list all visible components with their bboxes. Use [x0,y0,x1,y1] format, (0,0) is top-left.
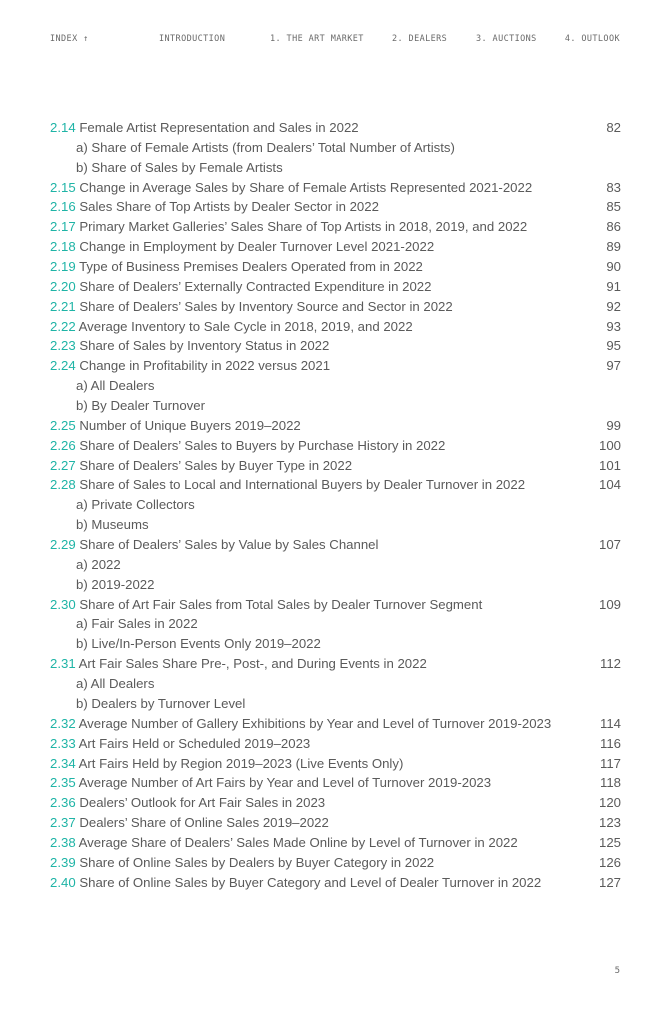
toc-entry-page: 89 [606,239,621,255]
toc-entry-title: Share of Dealers’ Sales by Value by Sales Channel [79,537,379,553]
toc-entry[interactable] [50,297,621,317]
toc-entry-number: 2.18 [50,239,76,255]
toc-entry-page: 97 [606,358,621,374]
toc-entry[interactable] [50,654,621,674]
toc-entry[interactable] [50,317,621,337]
table-of-contents [50,118,621,893]
toc-entry-page: 100 [598,437,621,453]
toc-entry-title: Sales Share of Top Artists by Dealer Sector in 2022 [79,199,379,215]
toc-entry-number: 2.39 [50,854,76,870]
toc-entry-number: 2.14 [50,120,76,135]
toc-entry-title: Share of Dealers’ Sales by Inventory Source and Sector in 2022 [79,298,453,314]
toc-entry[interactable] [50,734,621,754]
toc-entry-page: 117 [599,755,621,771]
toc-entry[interactable] [50,456,621,476]
toc-entry-title: Number of Unique Buyers 2019–2022 [79,417,301,433]
toc-entry-title: Change in Profitability in 2022 versus 2021 [79,358,331,374]
toc-entry-number: 2.29 [50,537,76,553]
toc-entry[interactable] [50,714,621,734]
toc-entry[interactable] [50,237,621,257]
toc-entry-page: 83 [606,179,621,195]
toc-entry-title: Type of Business Premises Dealers Operated from in 2022 [79,259,423,275]
nav-art-market-link[interactable]: 1. THE ART MARKET [270,34,364,44]
toc-entry-page: 123 [598,815,621,831]
toc-entry-title: Share of Dealers’ Externally Contracted Expenditure in 2022 [79,278,432,294]
toc-entry-page: 90 [606,259,621,275]
toc-entry-number: 2.17 [50,219,76,235]
toc-entry-page: 91 [606,278,621,294]
top-navigation [50,34,620,48]
toc-entry[interactable] [50,833,621,853]
toc-entry-number: 2.16 [50,199,76,215]
toc-entry-title: Average Share of Dealers’ Sales Made Online by Level of Turnover in 2022 [78,834,518,850]
toc-entry-title: Average Number of Art Fairs by Year and Level of Turnover 2019-2023 [78,775,492,791]
toc-entry-number: 2.22 [50,318,76,334]
toc-subitem[interactable]: b) By Dealer Turnover [76,398,205,414]
toc-entry-number: 2.23 [50,338,76,354]
nav-introduction-link[interactable]: INTRODUCTION [159,34,226,44]
toc-entry[interactable] [50,257,621,277]
toc-entry[interactable] [50,754,621,774]
toc-entry-title: Female Artist Representation and Sales in 2022 [79,120,359,135]
toc-entry-page: 101 [598,457,621,473]
toc-subitem[interactable]: a) Share of Female Artists (from Dealers’ Total Number of Artists) [76,139,455,155]
toc-entry-page: 93 [606,318,621,334]
toc-entry[interactable] [50,277,621,297]
toc-subitem[interactable]: b) Live/In-Person Events Only 2019–2022 [76,636,321,652]
toc-entry-number: 2.37 [50,815,76,831]
toc-entry-number: 2.32 [50,715,76,731]
toc-entry-number: 2.27 [50,457,76,473]
toc-entry-page: 126 [598,854,621,870]
toc-entry-number: 2.28 [50,477,76,493]
toc-entry-number: 2.20 [50,278,76,294]
toc-entry-page: 114 [599,715,621,731]
toc-entry-page: 116 [599,735,621,751]
nav-dealers-link[interactable]: 2. DEALERS [392,34,448,44]
nav-outlook-link[interactable]: 4. OUTLOOK [564,34,620,44]
toc-entry-number: 2.25 [50,417,76,433]
toc-subitem[interactable]: a) Fair Sales in 2022 [76,616,198,632]
toc-entry-page: 104 [598,477,621,493]
toc-entry-number: 2.21 [50,298,76,314]
toc-entry-page: 125 [598,834,621,850]
toc-entry[interactable] [50,535,621,555]
toc-entry-number: 2.24 [50,358,76,374]
toc-entry[interactable] [50,436,621,456]
toc-subitem[interactable]: b) Dealers by Turnover Level [76,695,246,711]
toc-entry-title: Change in Average Sales by Share of Female Artists Represented 2021-2022 [79,179,533,195]
toc-entry-number: 2.19 [50,259,76,275]
toc-entry[interactable] [50,853,621,873]
toc-entry-page: 85 [606,199,621,215]
toc-entry[interactable] [50,178,621,198]
toc-entry-title: Average Inventory to Sale Cycle in 2018, 2019, and 2022 [78,318,413,334]
toc-entry-number: 2.40 [50,874,76,890]
toc-entry-title: Art Fairs Held or Scheduled 2019–2023 [78,735,311,751]
toc-entry-number: 2.31 [50,656,76,672]
toc-subitem[interactable]: a) 2022 [76,556,121,572]
toc-entry-number: 2.36 [50,795,76,811]
toc-entry-title: Share of Sales by Inventory Status in 2022 [79,338,330,354]
toc-entry[interactable] [50,813,621,833]
toc-entry-number: 2.38 [50,834,76,850]
toc-entry-title: Dealers’ Share of Online Sales 2019–2022 [79,815,329,831]
toc-entry-page: 109 [598,596,621,612]
toc-entry-page: 120 [598,795,621,811]
toc-entry-title: Art Fair Sales Share Pre-, Post-, and During Events in 2022 [78,656,427,672]
toc-entry-page: 127 [598,874,621,890]
toc-entry-number: 2.26 [50,437,76,453]
toc-subitem[interactable]: b) Museums [76,517,149,533]
nav-auctions-link[interactable]: 3. AUCTIONS [476,34,537,44]
toc-entry[interactable] [50,217,621,237]
toc-entry-title: Share of Online Sales by Dealers by Buyer Category in 2022 [79,854,435,870]
toc-entry[interactable] [50,416,621,436]
toc-entry-number: 2.34 [50,755,76,771]
toc-entry[interactable] [50,336,621,356]
page-number: 5 [614,966,620,976]
toc-entry[interactable] [50,793,621,813]
toc-entry-number: 2.15 [50,179,76,195]
toc-subitem[interactable]: a) All Dealers [76,676,155,692]
toc-entry-title: Share of Sales to Local and International Buyers by Dealer Turnover in 2022 [79,477,526,493]
toc-subitem[interactable]: b) Share of Sales by Female Artists [76,159,283,175]
toc-entry-title: Share of Art Fair Sales from Total Sales by Dealer Turnover Segment [79,596,483,612]
toc-entry-page: 86 [606,219,621,235]
toc-entry-number: 2.30 [50,596,76,612]
toc-entry-title: Share of Online Sales by Buyer Category and Level of Dealer Turnover in 2022 [79,874,542,890]
toc-entry-page: 99 [606,417,621,433]
toc-entry-number: 2.35 [50,775,76,791]
toc-entry-page: 107 [598,537,621,553]
toc-entry[interactable] [50,595,621,615]
toc-entry-page: 82 [606,120,621,135]
toc-entry[interactable] [50,773,621,793]
toc-entry-title: Share of Dealers’ Sales by Buyer Type in 2022 [79,457,353,473]
toc-entry-title: Art Fairs Held by Region 2019–2023 (Live Events Only) [78,755,404,771]
toc-entry-title: Primary Market Galleries’ Sales Share of Top Artists in 2018, 2019, and 2022 [79,219,528,235]
toc-entry[interactable] [50,873,621,893]
toc-subitem[interactable]: a) All Dealers [76,378,155,394]
toc-entry-title: Average Number of Gallery Exhibitions by Year and Level of Turnover 2019-2023 [78,715,552,731]
toc-entry[interactable] [50,475,621,495]
toc-subitem[interactable]: a) Private Collectors [76,497,195,513]
toc-entry-number: 2.33 [50,735,76,751]
toc-entry-title: Share of Dealers’ Sales to Buyers by Purchase History in 2022 [79,437,446,453]
toc-entry-title: Dealers’ Outlook for Art Fair Sales in 2023 [79,795,326,811]
toc-subitem[interactable]: b) 2019-2022 [76,576,155,592]
toc-entry[interactable] [50,356,621,376]
toc-entry-page: 95 [606,338,621,354]
toc-entry[interactable] [50,118,621,138]
toc-entry-page: 92 [606,298,621,314]
toc-entry-page: 112 [599,656,621,672]
toc-entry-title: Change in Employment by Dealer Turnover Level 2021-2022 [79,239,435,255]
toc-entry[interactable] [50,197,621,217]
toc-entry-page: 118 [599,775,621,791]
nav-index-link[interactable]: INDEX ↑ [50,34,89,44]
